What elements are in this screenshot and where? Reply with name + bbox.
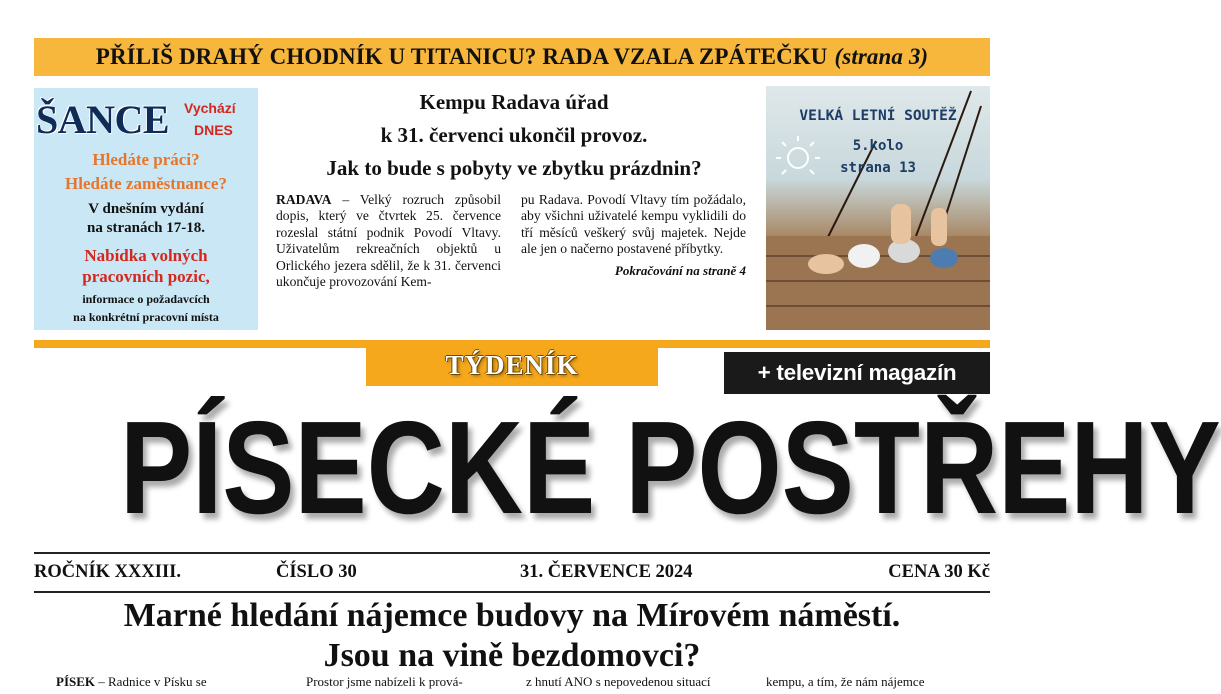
- sance-red-1: Nabídka volných: [84, 246, 208, 265]
- sance-red-2: pracovních pozic,: [82, 267, 210, 286]
- contest-round: 5.kolo: [852, 138, 904, 154]
- masthead-kicker: TÝDENÍK: [366, 344, 658, 386]
- contest-title: VELKÁ LETNÍ SOUTĚŽ: [799, 108, 957, 124]
- lead-column-1: [276, 192, 501, 316]
- second-snippet-3: z hnutí ANO s nepovedenou situací: [526, 674, 711, 689]
- wooden-pier: [766, 236, 990, 330]
- second-dateline: PÍSEK: [56, 674, 96, 689]
- sance-logo: ŠANCE: [36, 97, 170, 142]
- lead-article-body: [276, 192, 746, 316]
- sance-text-1: V dnešním vydání: [88, 201, 204, 217]
- lead-headline-1[interactable]: Kempu Radava úřad: [419, 90, 609, 114]
- issue-date: 31. ČERVENCE 2024: [520, 562, 693, 582]
- second-snippet-1: – Radnice v Písku se: [95, 674, 207, 689]
- lead-column-2-text: pu Radava. Povodí Vltavy tím požádalo, aby všichni uživatelé kempu vyklidili do tří měsíců veškerý svůj majetek. Nejde ale jen o načerno postavené příbytky.: [521, 192, 746, 257]
- issue-rule-bottom: [34, 591, 990, 593]
- tv-magazine-badge[interactable]: + televizní magazín: [724, 352, 990, 394]
- sance-small-1: informace o požadavcích: [82, 292, 210, 306]
- second-article-body: [56, 674, 976, 694]
- issue-price: CENA 30 Kč: [888, 562, 990, 582]
- sance-advert[interactable]: [34, 88, 258, 330]
- lead-column-2: [521, 192, 746, 316]
- top-banner[interactable]: [34, 38, 990, 76]
- summer-contest-advert[interactable]: [766, 86, 990, 330]
- sance-headline-2: Hledáte zaměstnance?: [65, 174, 227, 193]
- masthead-title: PÍSECKÉ POSTŘEHY: [120, 394, 1221, 541]
- contest-page: strana 13: [840, 160, 916, 176]
- issue-info-bar: [34, 560, 990, 586]
- top-banner-headline: PŘÍLIŠ DRAHÝ CHODNÍK U TITANICU? RADA VZALA ZPÁTEČKU: [95, 44, 828, 69]
- second-snippet-2: Prostor jsme nabízeli k prová-: [306, 674, 463, 689]
- issue-volume: ROČNÍK XXXIII.: [34, 562, 181, 582]
- sance-vychazi: Vychází: [184, 100, 236, 116]
- sance-headline-1: Hledáte práci?: [92, 150, 200, 169]
- second-snippet-4: kempu, a tím, že nám nájemce: [766, 674, 925, 689]
- top-banner-page-ref: (strana 3): [834, 44, 929, 69]
- sance-small-2: na konkrétní pracovní místa: [73, 310, 219, 324]
- issue-rule-top: [34, 552, 990, 554]
- lead-column-1-text: – Velký rozruch způsobil dopis, který ve čtvrtek 25. července rozeslal státní podnik Povodí Vltavy. Uživatelům rekreačních objektů u Orlického jezera sdělil, že k 31. červenci ukončuje provozování Kem-: [276, 192, 501, 290]
- lead-continued-link[interactable]: Pokračování na straně 4: [614, 262, 746, 278]
- sance-dnes: DNES: [194, 122, 233, 138]
- issue-number: ČÍSLO 30: [276, 562, 357, 582]
- lead-headline-2[interactable]: k 31. červenci ukončil provoz.: [380, 123, 648, 147]
- second-headline-1[interactable]: Marné hledání nájemce budovy na Mírovém náměstí.: [123, 597, 901, 634]
- lead-dateline: RADAVA: [276, 192, 332, 207]
- lead-headline-3[interactable]: Jak to bude s pobyty ve zbytku prázdnin?: [326, 156, 702, 180]
- sance-text-2: na stranách 17-18.: [87, 220, 205, 236]
- second-headline-2[interactable]: Jsou na vině bezdomovci?: [323, 637, 701, 674]
